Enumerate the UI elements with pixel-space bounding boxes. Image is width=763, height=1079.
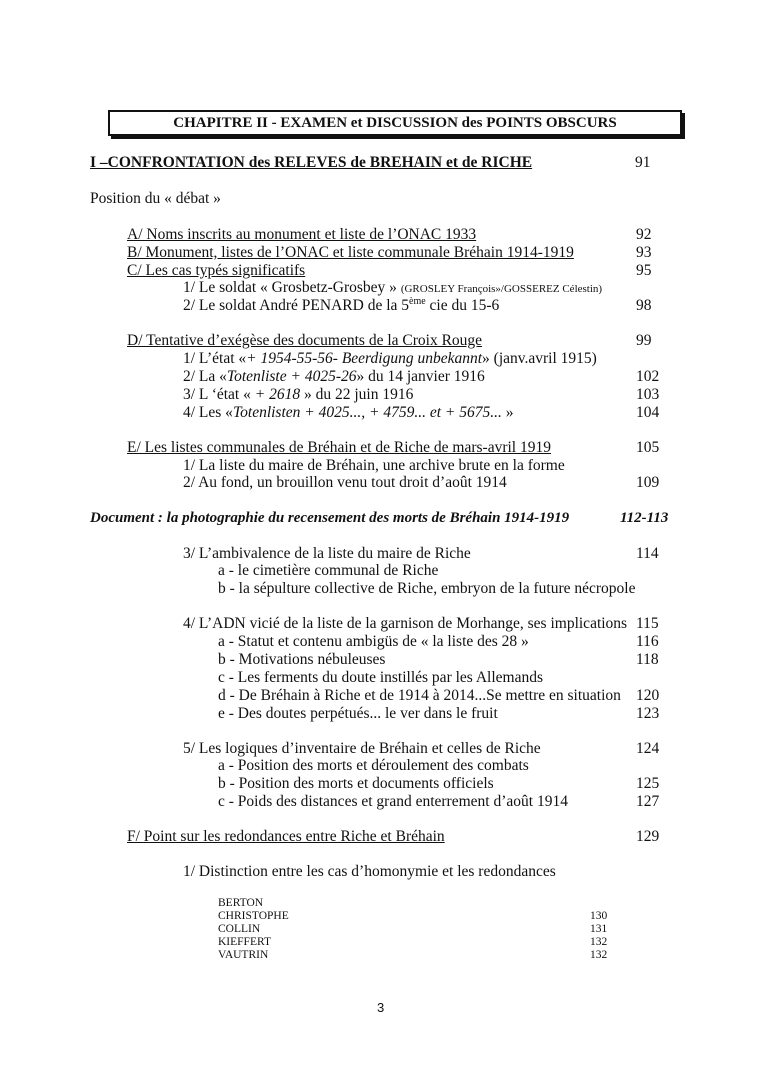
- toc-page-e5b: 125: [636, 775, 660, 792]
- toc-page-e3: 114: [636, 545, 659, 562]
- toc-entry-c1-note: (GROSLEY François»/GOSSEREZ Célestin): [400, 283, 603, 295]
- toc-entry-d1: [183, 350, 597, 368]
- toc-entry-d3-post: » du 22 juin 1916: [300, 386, 414, 403]
- toc-page-e4: 115: [636, 615, 659, 632]
- toc-entry-document: Document : la photographie du recensement des morts de Bréhain 1914-1919: [90, 510, 570, 526]
- name-page-vautrin: 132: [590, 949, 608, 961]
- toc-entry-e3a: a - le cimetière communal de Riche: [218, 562, 439, 579]
- toc-entry-f1: 1/ Distinction entre les cas d’homonymie et les redondances: [183, 863, 556, 880]
- name-kieffert: KIEFFERT: [218, 936, 271, 948]
- toc-entry-e1: 1/ La liste du maire de Bréhain, une archive brute en la forme: [183, 457, 565, 474]
- toc-entry-d3-pre: 3/ L ‘état «: [183, 386, 255, 403]
- toc-entry-e2: 2/ Au fond, un brouillon venu tout droit d’août 1914: [183, 474, 507, 491]
- toc-entry-e3b: b - la sépulture collective de Riche, embryon de la future nécropole: [218, 580, 636, 597]
- name-berton: BERTON: [218, 897, 264, 909]
- toc-entry-d4: [183, 404, 513, 422]
- toc-entry-d2: [183, 368, 485, 386]
- toc-page-c: 95: [636, 262, 652, 279]
- toc-entry-e3: 3/ L’ambivalence de la liste du maire de Riche: [183, 545, 471, 562]
- name-vautrin: VAUTRIN: [218, 949, 269, 961]
- toc-page-e: 105: [636, 439, 660, 456]
- toc-entry-f: F/ Point sur les redondances entre Riche et Bréhain: [127, 828, 445, 845]
- toc-entry-d2-post: » du 14 janvier 1916: [356, 368, 485, 385]
- toc-entry-e5: 5/ Les logiques d’inventaire de Bréhain et celles de Riche: [183, 740, 541, 757]
- toc-page-e4d: 120: [636, 687, 660, 704]
- toc-page-d: 99: [636, 332, 652, 349]
- toc-entry-d4-pre: 4/ Les «: [183, 404, 233, 421]
- toc-entry-d2-pre: 2/ La «: [183, 368, 227, 385]
- section-title: I –CONFRONTATION des RELEVES de BREHAIN et de RICHE: [90, 154, 533, 171]
- toc-entry-c2-post: cie du 15-6: [425, 297, 500, 314]
- toc-page-d2: 102: [636, 368, 660, 385]
- toc-entry-c1: [183, 279, 602, 298]
- toc-entry-d4-it: Totenlisten + 4025..., + 4759... et + 5675...: [232, 404, 502, 421]
- toc-page-document: 112-113: [620, 510, 669, 526]
- toc-page-e5c: 127: [636, 793, 660, 810]
- page-number: 3: [377, 1000, 385, 1015]
- toc-entry-c2: [183, 297, 499, 315]
- toc-entry-d3: [183, 386, 413, 404]
- name-collin: COLLIN: [218, 923, 261, 935]
- toc-entry-e5b: b - Position des morts et documents officiels: [218, 775, 494, 792]
- toc-page-e4e: 123: [636, 705, 660, 722]
- toc-entry-c2-pre: 2/ Le soldat André PENARD de la 5: [183, 297, 410, 314]
- name-page-kieffert: 132: [590, 936, 608, 948]
- toc-entry-e4d: d - De Bréhain à Riche et de 1914 à 2014...Se mettre en situation: [218, 687, 621, 704]
- toc-entry-e4c: c - Les ferments du doute instillés par les Allemands: [218, 669, 543, 686]
- toc-entry-e4a: a - Statut et contenu ambigüs de « la liste des 28 »: [218, 633, 529, 650]
- toc-entry-e5c: c - Poids des distances et grand enterrement d’août 1914: [218, 793, 568, 810]
- toc-entry-d: D/ Tentative d’exégèse des documents de la Croix Rouge: [127, 332, 483, 349]
- toc-page-e4a: 116: [636, 633, 659, 650]
- toc-entry-c1-label: 1/ Le soldat « Grosbetz-Grosbey »: [183, 279, 397, 296]
- toc-entry-d2-it: Totenliste + 4025-26: [226, 368, 357, 385]
- toc-entry-d1-it: + 1954-55-56- Beerdigung unbekannt: [246, 350, 483, 367]
- name-page-christophe: 130: [590, 910, 608, 922]
- toc-entry-e5a: a - Position des morts et déroulement des combats: [218, 757, 529, 774]
- toc-entry-a: A/ Noms inscrits au monument et liste de l’ONAC 1933: [127, 226, 477, 243]
- name-page-collin: 131: [590, 923, 608, 935]
- toc-page-e2: 109: [636, 474, 660, 491]
- toc-page-a: 92: [636, 226, 652, 243]
- toc-entry-e4: 4/ L’ADN vicié de la liste de la garnison de Morhange, ses implications: [183, 615, 628, 632]
- toc-page-f: 129: [636, 828, 660, 845]
- toc-entry-d3-it: + 2618: [254, 386, 301, 403]
- toc-entry-d4-post: »: [501, 404, 514, 421]
- toc-page-e4b: 118: [636, 651, 659, 668]
- toc-entry-e4e: e - Des doutes perpétués... le ver dans le fruit: [218, 705, 498, 722]
- toc-page-d3: 103: [636, 386, 660, 403]
- section-page: 91: [635, 154, 651, 171]
- toc-page-e5: 124: [636, 740, 660, 757]
- toc-entry-d1-pre: 1/ L’état «: [183, 350, 247, 367]
- toc-entry-e: E/ Les listes communales de Bréhain et de Riche de mars-avril 1919: [127, 439, 551, 456]
- name-christophe: CHRISTOPHE: [218, 910, 289, 922]
- toc-page-c2: 98: [636, 297, 652, 314]
- chapter-title: CHAPITRE II - EXAMEN et DISCUSSION des POINTS OBSCURS: [108, 110, 682, 136]
- toc-entry-c2-sup: ème: [409, 295, 426, 307]
- toc-entry-d1-post: » (janv.avril 1915): [482, 350, 597, 367]
- toc-page-b: 93: [636, 244, 652, 261]
- toc-entry-e4b: b - Motivations nébuleuses: [218, 651, 386, 668]
- position-line: Position du « débat »: [90, 190, 221, 207]
- toc-entry-b: B/ Monument, listes de l’ONAC et liste communale Bréhain 1914-1919: [127, 244, 574, 261]
- toc-page-d4: 104: [636, 404, 660, 421]
- toc-entry-c: C/ Les cas typés significatifs: [127, 262, 306, 279]
